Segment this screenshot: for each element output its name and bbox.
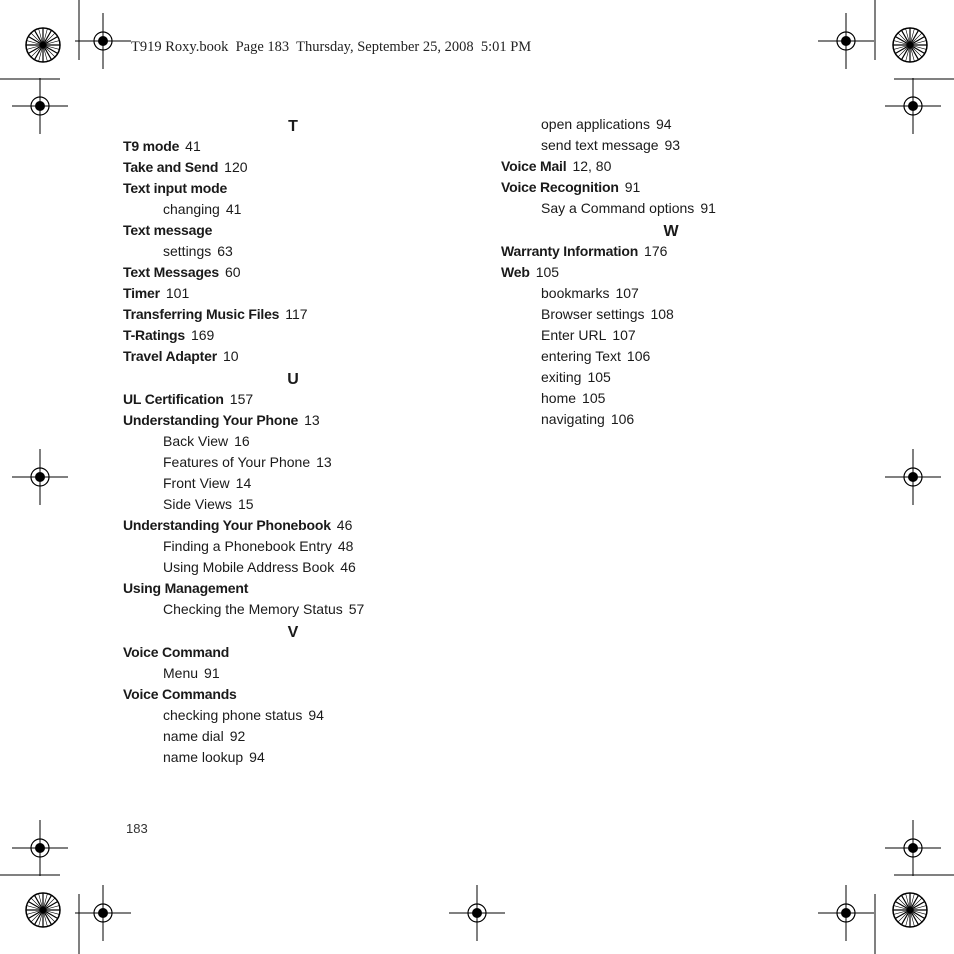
index-term: Checking the Memory Status: [163, 601, 343, 617]
index-subentry: [501, 409, 634, 430]
index-entry: [123, 642, 229, 663]
page-number: 183: [126, 821, 148, 836]
index-page-ref: 92: [229, 728, 246, 744]
index-term: Take and Send: [123, 159, 219, 175]
index-term: Using Mobile Address Book: [163, 559, 335, 575]
index-entry: [501, 177, 640, 198]
index-page-ref: 16: [234, 433, 250, 449]
index-subentry: [501, 367, 611, 388]
index-term: Enter URL: [541, 327, 607, 343]
index-entry: [123, 684, 237, 705]
index-page-ref: 91: [204, 665, 220, 681]
registration-starburst: [26, 28, 60, 62]
index-entry: [123, 410, 320, 431]
index-entry: [123, 325, 214, 346]
registration-target: [449, 885, 505, 941]
index-term: Features of Your Phone: [163, 454, 311, 470]
index-term: Understanding Your Phone: [123, 412, 299, 428]
index-term: UL Certification: [123, 391, 224, 407]
index-term: Voice Commands: [123, 686, 237, 702]
index-subentry: [501, 388, 605, 409]
index-term: home: [541, 390, 577, 406]
registration-target: [885, 449, 941, 505]
index-section-letter: T: [288, 118, 298, 135]
index-subentry: [501, 114, 672, 135]
index-entry: [501, 156, 611, 177]
index-page-ref: 107: [612, 327, 636, 343]
index-term: Transferring Music Files: [123, 306, 280, 322]
index-page-ref: 46: [336, 517, 353, 533]
registration-starburst: [893, 28, 927, 62]
index-page-ref: 13: [304, 412, 320, 428]
index-term: Front View: [163, 475, 230, 491]
index-page-ref: 57: [348, 601, 365, 617]
registration-target: [12, 78, 68, 134]
index-term: Using Management: [123, 580, 249, 596]
index-page-ref: 94: [655, 116, 672, 132]
index-page-ref: 176: [644, 243, 668, 259]
index-subentry: [501, 198, 716, 219]
index-term: Finding a Phonebook Entry: [163, 538, 332, 554]
registration-starburst: [893, 893, 927, 927]
index-term: Voice Recognition: [501, 179, 619, 195]
registration-target: [885, 820, 941, 876]
index-entry: [123, 283, 189, 304]
index-subentry: [123, 747, 265, 768]
index-term: Voice Command: [123, 644, 230, 660]
index-page-ref: 120: [224, 159, 248, 175]
index-page-ref: 106: [610, 411, 635, 427]
index-term: exiting: [541, 369, 582, 385]
index-subentry: [123, 431, 250, 452]
index-page-ref: 60: [224, 264, 241, 280]
index-term: name lookup: [163, 749, 244, 765]
index-section-letter: V: [287, 624, 299, 641]
index-page-ref: 12, 80: [572, 158, 612, 174]
index-page-ref: 41: [225, 201, 242, 217]
index-term: checking phone status: [163, 707, 303, 723]
index-subentry: [123, 705, 324, 726]
index-entry: [123, 515, 352, 536]
print-header: T919 Roxy.book Page 183 Thursday, September 25, 2008 5:01 PM: [131, 39, 532, 55]
index-subentry: [501, 325, 636, 346]
index-subentry: [123, 494, 254, 515]
index-entry: [501, 262, 559, 283]
index-subentry: [123, 241, 233, 262]
index-term: Menu: [163, 665, 199, 681]
index-term: Warranty Information: [501, 243, 639, 259]
index-subentry: [501, 304, 674, 325]
index-entry: [123, 346, 239, 367]
registration-target: [885, 78, 941, 134]
index-entry: [501, 241, 667, 262]
index-page-ref: 94: [308, 707, 324, 723]
index-page-ref: 106: [626, 348, 651, 364]
index-page-ref: 108: [650, 306, 674, 322]
index-entry: [123, 157, 248, 178]
index-term: Understanding Your Phonebook: [123, 517, 331, 533]
index-entry: [123, 178, 227, 199]
index-term: changing: [163, 201, 220, 217]
index-term: Web: [501, 264, 530, 280]
registration-target: [818, 13, 874, 69]
index-term: Back View: [163, 433, 229, 449]
index-page-ref: 48: [337, 538, 354, 554]
index-subentry: [123, 663, 220, 684]
index-subentry: [123, 557, 356, 578]
index-page-ref: 63: [217, 243, 233, 259]
index-term: Side Views: [163, 496, 233, 512]
index-page-ref: 117: [285, 306, 308, 322]
index-term: open applications: [541, 116, 650, 132]
index-subentry: [123, 452, 332, 473]
index-section-letter: W: [663, 223, 679, 240]
index-page-ref: 13: [316, 454, 332, 470]
registration-target: [818, 885, 874, 941]
index-entry: [123, 389, 253, 410]
index-term: send text message: [541, 137, 659, 153]
registration-target: [75, 885, 131, 941]
index-term: entering Text: [541, 348, 621, 364]
index-term: T9 mode: [123, 138, 180, 154]
index-term: Text input mode: [123, 180, 228, 196]
index-page-ref: 15: [238, 496, 254, 512]
registration-target: [12, 820, 68, 876]
index-page-ref: 93: [664, 137, 681, 153]
index-page-ref: 101: [165, 285, 190, 301]
index-page-ref: 14: [235, 475, 252, 491]
index-subentry: [501, 283, 639, 304]
index-subentry: [123, 473, 251, 494]
index-term: Voice Mail: [501, 158, 567, 174]
index-page-ref: 94: [249, 749, 265, 765]
index-entry: [123, 304, 308, 325]
registration-target: [12, 449, 68, 505]
index-term: Travel Adapter: [123, 348, 217, 364]
index-subentry: [501, 135, 680, 156]
index-term: Text Messages: [123, 264, 219, 280]
registration-starburst: [26, 893, 60, 927]
index-page-ref: 105: [582, 390, 606, 406]
index-page-ref: 169: [190, 327, 215, 343]
index-entry: [123, 578, 248, 599]
index-term: Timer: [123, 285, 160, 301]
index-term: T-Ratings: [123, 327, 185, 343]
index-subentry: [123, 726, 245, 747]
index-term: settings: [163, 243, 212, 259]
index-page-ref: 105: [535, 264, 560, 280]
index-entry: [123, 136, 201, 157]
index-subentry: [123, 536, 353, 557]
index-subentry: [501, 346, 650, 367]
index-page-ref: 91: [624, 179, 641, 195]
index-term: navigating: [541, 411, 605, 427]
index-term: Text message: [123, 222, 213, 238]
index-term: bookmarks: [541, 285, 610, 301]
index-page-ref: 157: [229, 391, 254, 407]
index-term: Browser settings: [541, 306, 645, 322]
index-term: name dial: [163, 728, 224, 744]
index-subentry: [123, 599, 364, 620]
index-term: Say a Command options: [541, 200, 695, 216]
index-page-ref: 107: [615, 285, 639, 301]
index-entry: [123, 262, 241, 283]
index-page-ref: 105: [587, 369, 611, 385]
index-page-ref: 46: [340, 559, 356, 575]
index-page-ref: 10: [222, 348, 239, 364]
registration-target: [75, 13, 131, 69]
index-subentry: [123, 199, 241, 220]
index-page-ref: 91: [700, 200, 716, 216]
index-entry: [123, 220, 212, 241]
index-section-letter: U: [287, 371, 299, 388]
index-page-ref: 41: [185, 138, 201, 154]
